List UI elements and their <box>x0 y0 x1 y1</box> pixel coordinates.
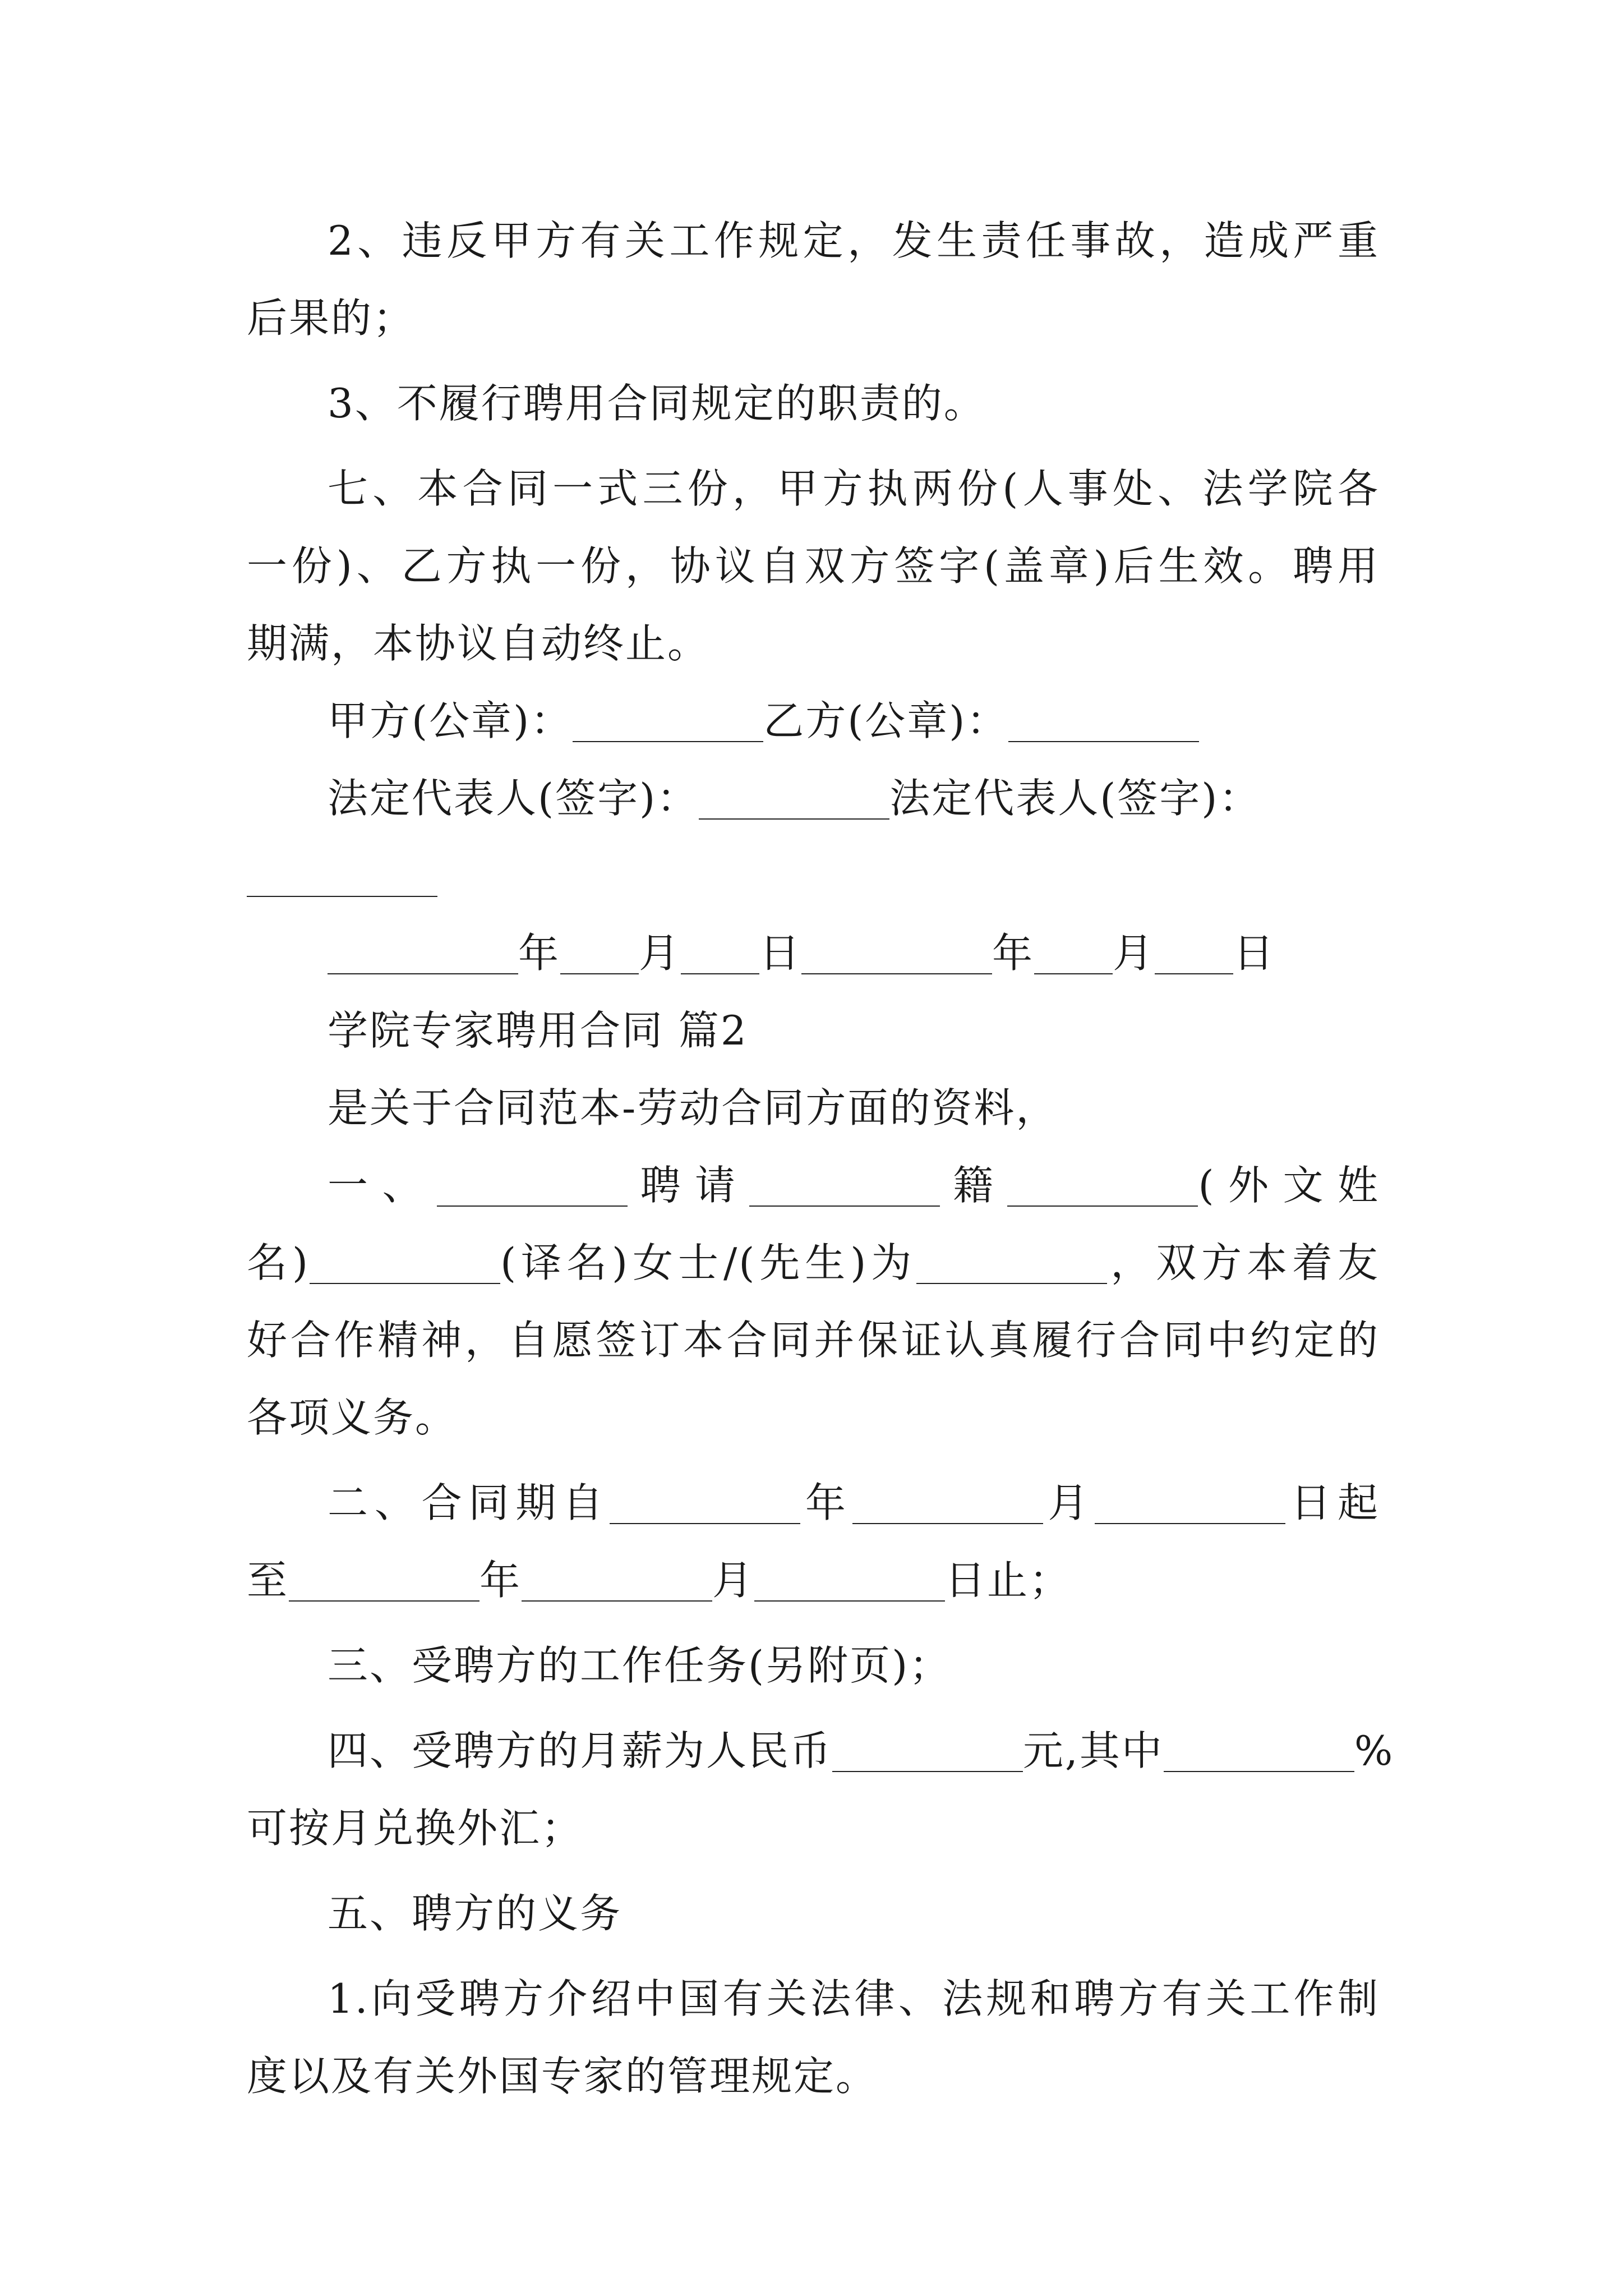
article-one-friendly-text: ，双方本着友 <box>1107 1239 1380 1286</box>
clause-item-2-line2: 后果的； <box>247 295 416 342</box>
article-two <box>247 1464 1380 1542</box>
article-five-item-1-line2: 度以及有关外国专家的管理规定。 <box>247 2053 878 2100</box>
date-a-month-blank <box>560 933 639 974</box>
party-b-rep-blank <box>247 855 437 897</box>
article-seven-cont2 <box>247 605 1380 682</box>
date-b-year-blank <box>801 933 992 974</box>
article-four-line2: 可按月兑换外汇； <box>247 1805 584 1852</box>
article-one-position-blank <box>916 1243 1107 1284</box>
date-b-year-label: 年 <box>992 930 1035 977</box>
article-three-text: 三、受聘方的工作任务(另附页)； <box>328 1642 952 1689</box>
date-b-month-label: 月 <box>1113 930 1155 977</box>
article-two-end-label: 至 <box>247 1557 289 1604</box>
article-one-line3: 好合作精神，自愿签订本合同并保证认真履行合同中约定的 <box>247 1317 1380 1364</box>
article-one-cont2 <box>247 1301 1380 1379</box>
article-one-line4: 各项义务。 <box>247 1394 458 1441</box>
party-b-rep-label: 法定代表人(签字)： <box>889 775 1261 822</box>
article-two-end-day-blank <box>754 1560 945 1602</box>
article-seven <box>247 450 1380 527</box>
party-a-seal-blank <box>573 701 763 742</box>
article-two-start-month-blank <box>852 1483 1043 1524</box>
date-a-day-label: 日 <box>759 930 802 977</box>
article-seven-line1: 七、本合同一式三份，甲方执两份(人事处、法学院各 <box>328 465 1380 512</box>
article-four-salary-blank <box>832 1731 1023 1772</box>
party-a-seal-label: 甲方(公章)： <box>328 697 573 744</box>
article-four-percent-blank <box>1164 1731 1354 1772</box>
clause-item-3-text: 3、不履行聘用合同规定的职责的。 <box>328 380 986 427</box>
article-four-salary-label: 四、受聘方的月薪为人民币 <box>328 1727 833 1774</box>
article-seven-line3: 期满，本协议自动终止。 <box>247 620 710 667</box>
article-two-cont <box>247 1542 1380 1619</box>
article-one-cont <box>247 1224 1380 1301</box>
article-four <box>247 1712 1395 1789</box>
section-title <box>247 992 1380 1069</box>
clause-item-2-line1: 2、违反甲方有关工作规定，发生责任事故，造成严重 <box>328 217 1380 264</box>
date-a-month-label: 月 <box>639 930 681 977</box>
party-a-rep-blank <box>699 778 889 820</box>
article-two-start-day-blank <box>1095 1483 1285 1524</box>
article-five-heading: 五、聘方的义务 <box>328 1890 623 1937</box>
article-one-number: 一、 <box>328 1162 437 1209</box>
article-four-percent-sign: % <box>1354 1727 1395 1774</box>
clause-item-2-cont <box>247 279 1380 357</box>
representative-row-cont <box>247 837 1380 914</box>
document-body <box>247 202 1395 2115</box>
article-seven-cont <box>247 527 1380 605</box>
article-one-cont3 <box>247 1379 1380 1456</box>
party-b-seal-label: 乙方(公章)： <box>763 697 1009 744</box>
article-five-item-1-cont <box>247 2037 1380 2115</box>
article-one-name-suffix: 名) <box>247 1239 310 1286</box>
clause-item-3 <box>247 365 1380 442</box>
article-two-end-year-label: 年 <box>479 1557 522 1604</box>
article-seven-line2: 一份)、乙方执一份，协议自双方签字(盖章)后生效。聘用 <box>247 542 1380 590</box>
article-two-start-label: 二、合同期自 <box>328 1479 610 1526</box>
date-a-day-blank <box>681 933 759 974</box>
article-two-end-month-label: 月 <box>712 1557 755 1604</box>
article-one-nationality-label: 籍 <box>940 1162 1008 1209</box>
section-title-text: 学院专家聘用合同 篇2 <box>328 1007 748 1054</box>
party-a-rep-label: 法定代表人(签字)： <box>328 775 699 822</box>
article-one-translated-name-blank <box>310 1243 500 1284</box>
article-five <box>247 1875 1380 1952</box>
article-three <box>247 1627 1380 1704</box>
date-b-day-label: 日 <box>1233 930 1276 977</box>
article-one-translated-label: (译名)女士/(先生)为 <box>500 1239 917 1286</box>
signature-seal-row <box>247 682 1380 760</box>
representative-row <box>247 760 1380 837</box>
intro-text: 是关于合同范本-劳动合同方面的资料， <box>328 1084 1058 1131</box>
article-five-item-1-line1: 1.向受聘方介绍中国有关法律、法规和聘方有关工作制 <box>328 1975 1380 2022</box>
date-b-month-blank <box>1034 933 1113 974</box>
intro-line <box>247 1069 1380 1147</box>
article-two-start-year-label: 年 <box>800 1479 852 1526</box>
article-two-start-month-label: 月 <box>1043 1479 1095 1526</box>
article-four-yuan-label: 元,其中 <box>1023 1727 1164 1774</box>
article-one-foreign-name-blank <box>1007 1165 1198 1207</box>
article-one-employer-blank <box>437 1165 628 1207</box>
article-four-cont <box>247 1789 1380 1867</box>
article-two-end-year-blank <box>289 1560 479 1602</box>
date-a-year-label: 年 <box>518 930 561 977</box>
article-one <box>247 1147 1380 1224</box>
article-two-end-month-blank <box>522 1560 712 1602</box>
article-five-item-1 <box>247 1960 1380 2037</box>
clause-item-2 <box>247 202 1380 279</box>
article-two-start-year-blank <box>610 1483 800 1524</box>
article-one-hire-label: 聘请 <box>627 1162 750 1209</box>
date-b-day-blank <box>1155 933 1233 974</box>
article-one-foreign-name-label: (外文姓 <box>1198 1162 1380 1209</box>
date-a-year-blank <box>328 933 518 974</box>
party-b-seal-blank <box>1008 701 1199 742</box>
date-row <box>247 914 1380 992</box>
article-two-start-day-label: 日起 <box>1285 1479 1380 1526</box>
article-two-end-day-label: 日止； <box>945 1557 1072 1604</box>
article-one-nationality-blank <box>749 1165 940 1207</box>
